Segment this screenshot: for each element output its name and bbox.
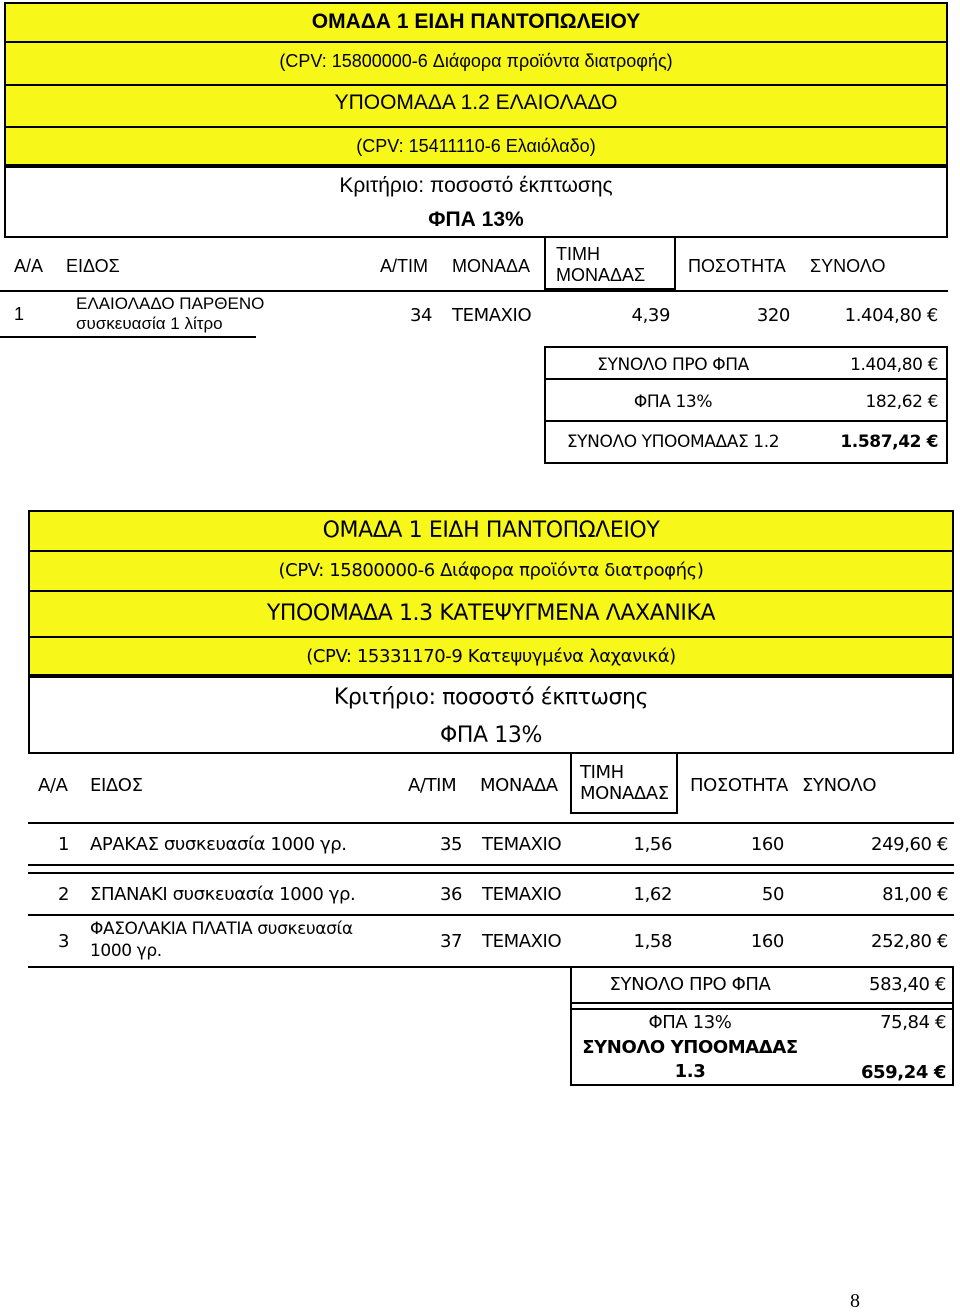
table1-row-atim: 34	[410, 304, 433, 326]
table2-summary-net-value: 583,40 €	[869, 973, 946, 995]
table2-row3-total: 252,80 €	[871, 930, 948, 952]
table2-vat: ΦΠΑ 13%	[439, 722, 542, 748]
table2-col-atim: Α/ΤΙΜ	[408, 774, 457, 796]
table2-row2-atim: 36	[440, 883, 463, 905]
table1-col-unit: ΜΟΝΑΔΑ	[452, 255, 531, 276]
table2-summary-total-label-line1: ΣΥΝΟΛΟ ΥΠΟΟΜΑΔΑΣ	[582, 1037, 798, 1058]
table1-row-item-line1: ΕΛΑΙΟΛΑΔΟ ΠΑΡΘΕΝΟ	[76, 294, 265, 313]
table1-col-aa: Α/Α	[14, 255, 44, 276]
table1-col-total: ΣΥΝΟΛΟ	[810, 255, 886, 276]
table1-col-item: ΕΙΔΟΣ	[66, 255, 120, 276]
table1-summary-total-label: ΣΥΝΟΛΟ ΥΠΟΟΜΑΔΑΣ 1.2	[566, 432, 780, 452]
table2-row1-atim: 35	[440, 833, 463, 855]
table1-title: ΟΜΑΔΑ 1 ΕΙΔΗ ΠΑΝΤΟΠΩΛΕΙΟΥ	[311, 9, 641, 33]
table2-row3-qty: 160	[750, 930, 784, 952]
table1-row-price: 4,39	[631, 304, 670, 326]
table2-col-aa: Α/Α	[38, 774, 68, 796]
table1-summary-net-label: ΣΥΝΟΛΟ ΠΡΟ ΦΠΑ	[597, 355, 749, 375]
table2-row3-item-line1: ΦΑΣΟΛΑΚΙΑ ΠΛΑΤΙΑ συσκευασία	[90, 919, 353, 939]
table2-row3-item	[90, 918, 410, 964]
table2-row3-price: 1,58	[633, 930, 672, 952]
table1-row-total: 1.404,80 €	[844, 304, 938, 326]
table-row: 1	[58, 833, 70, 855]
table2-col-unit: ΜΟΝΑΔΑ	[480, 774, 558, 796]
table1-summary-vat-label: ΦΠΑ 13%	[633, 392, 713, 412]
table2-summary-vat-label: ΦΠΑ 13%	[648, 1011, 732, 1033]
table1-col-atim: Α/ΤΙΜ	[380, 255, 428, 276]
table2-summary-total-label-line2: 1.3	[674, 1061, 706, 1082]
table1-col-qty: ΠΟΣΟΤΗΤΑ	[688, 255, 786, 276]
table-row: 2	[58, 883, 70, 905]
table2-row1-total: 249,60 €	[871, 833, 948, 855]
table2-row3-item-line2: 1000 γρ.	[90, 941, 162, 961]
table2-summary-total-label	[572, 1036, 808, 1084]
table2-col-price: ΤΙΜΗ ΜΟΝΑΔΑΣ	[580, 762, 669, 804]
table-row: 1	[14, 303, 25, 324]
table2-row3-atim: 37	[440, 930, 463, 952]
table2-row3-unit: ΤΕΜΑΧΙΟ	[482, 930, 562, 952]
table1-cpv: (CPV: 15800000-6 Διάφορα προϊόντα διατροφής)	[279, 50, 673, 71]
table2-col-total: ΣΥΝΟΛΟ	[802, 774, 877, 796]
table2-subcpv: (CPV: 15331170-9 Κατεψυγμένα λαχανικά)	[306, 645, 676, 667]
table2-row2-total: 81,00 €	[882, 883, 948, 905]
table2-col-item: ΕΙΔΟΣ	[90, 774, 143, 796]
table1-row-item	[76, 294, 276, 336]
table2-row1-qty: 160	[750, 833, 784, 855]
table1-row-qty: 320	[756, 304, 790, 326]
table2-summary-vat-value: 75,84 €	[880, 1011, 946, 1033]
table2-row2-qty: 50	[761, 883, 784, 905]
table1-col-price: ΤΙΜΗ ΜΟΝΑΔΑΣ	[556, 244, 646, 285]
table1-criterion: Κριτήριο: ποσοστό έκπτωσης	[339, 174, 613, 197]
page-number: 8	[850, 1290, 860, 1312]
table2-row2-unit: ΤΕΜΑΧΙΟ	[482, 883, 562, 905]
table1-row-unit: ΤΕΜΑΧΙΟ	[452, 304, 532, 326]
table2-title: ΟΜΑΔΑ 1 ΕΙΔΗ ΠΑΝΤΟΠΩΛΕΙΟΥ	[322, 517, 660, 543]
table1-summary-vat-value: 182,62 €	[865, 392, 938, 412]
table2-row1-unit: ΤΕΜΑΧΙΟ	[482, 833, 562, 855]
table2-row1-price: 1,56	[633, 833, 672, 855]
table2-row1-item: ΑΡΑΚΑΣ συσκευασία 1000 γρ.	[90, 833, 347, 855]
table2-criterion: Κριτήριο: ποσοστό έκπτωσης	[333, 684, 649, 710]
table2-row2-price: 1,62	[633, 883, 672, 905]
table2-summary-net-label: ΣΥΝΟΛΟ ΠΡΟ ΦΠΑ	[609, 973, 771, 995]
table2-cpv: (CPV: 15800000-6 Διάφορα προϊόντα διατροφής)	[278, 559, 704, 581]
table1-subgroup: ΥΠΟΟΜΑΔΑ 1.2 ΕΛΑΙΟΛΑΔΟ	[334, 91, 618, 114]
table1-subcpv: (CPV: 15411110-6 Ελαιόλαδο)	[356, 135, 596, 156]
table2-col-qty: ΠΟΣΟΤΗΤΑ	[690, 774, 788, 796]
table1-summary-total-value: 1.587,42 €	[840, 432, 938, 452]
table2-subgroup: ΥΠΟΟΜΑΔΑ 1.3 ΚΑΤΕΨΥΓΜΕΝΑ ΛΑΧΑΝΙΚΑ	[266, 600, 716, 626]
table-row: 3	[58, 930, 70, 952]
table2-row-line	[28, 864, 954, 866]
table1-summary-net-value: 1.404,80 €	[850, 355, 938, 375]
table2-row2-item: ΣΠΑΝΑΚΙ συσκευασία 1000 γρ.	[90, 883, 356, 905]
table1-vat: ΦΠΑ 13%	[428, 208, 524, 231]
table2-summary-total-value: 659,24 €	[860, 1062, 946, 1083]
table1-row-item-line2: συσκευασία 1 λίτρο	[76, 314, 223, 333]
